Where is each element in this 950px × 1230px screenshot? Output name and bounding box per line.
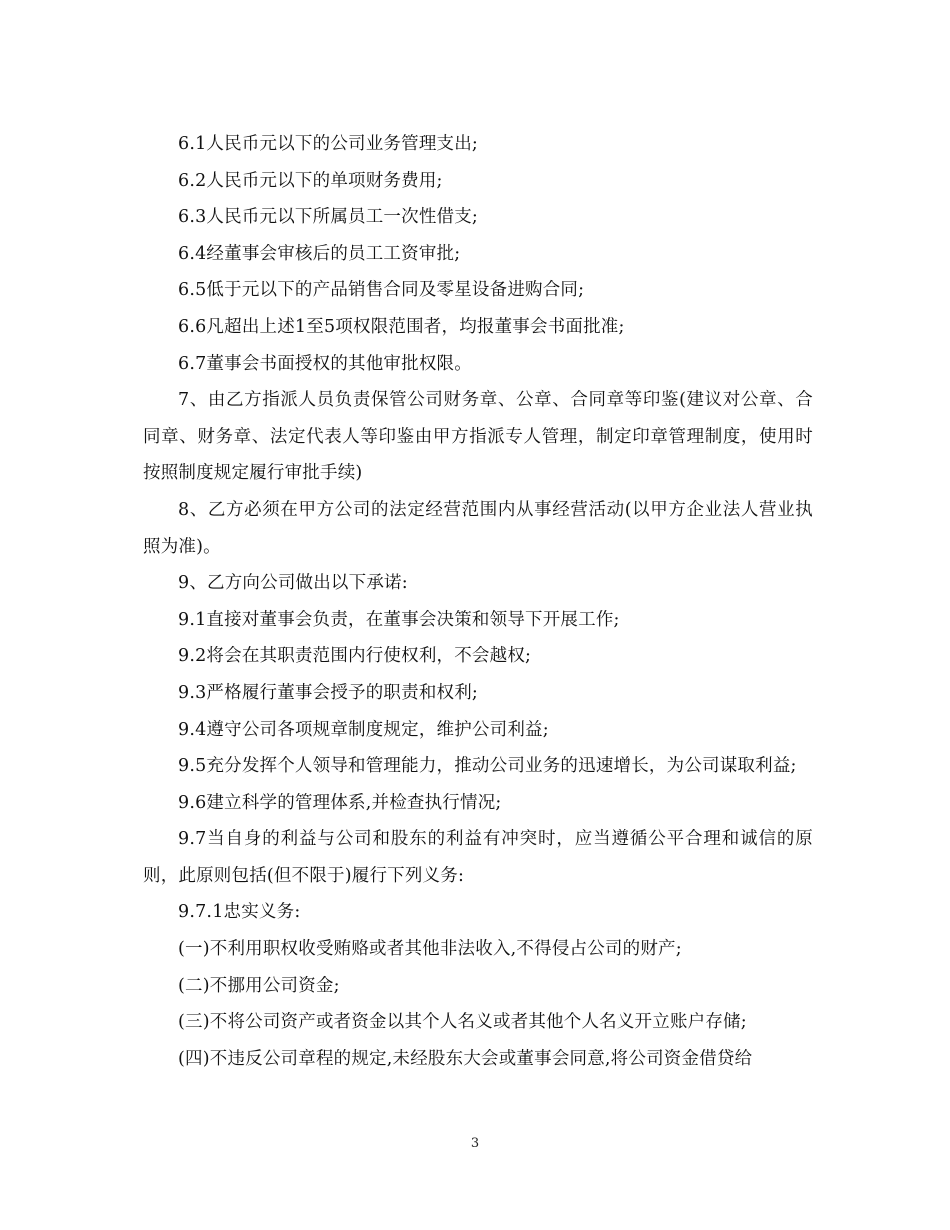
page-number: 3: [470, 1136, 480, 1151]
clause-9-3: 9.3严格履行董事会授予的职责和权利;: [178, 682, 479, 703]
duty-item-2: (二)不挪用公司资金;: [178, 975, 340, 996]
clause-9-5: 9.5充分发挥个人领导和管理能力，推动公司业务的迅速增长，为公司谋取利益;: [178, 756, 797, 777]
clause-6-4: 6.4经董事会审核后的员工工资审批;: [178, 243, 461, 264]
clause-6-5: 6.5低于元以下的产品销售合同及零星设备进购合同;: [178, 280, 585, 301]
clause-9-4: 9.4遵守公司各项规章制度规定，维护公司利益;: [178, 719, 549, 740]
clause-6-7: 6.7董事会书面授权的其他审批权限。: [178, 353, 472, 374]
clause-7: 7、由乙方指派人员负责保管公司财务章、公章、合同章等印鉴(建议对公章、合同章、财务章、法定代表人等印鉴由甲方指派专人管理，制定印章管理制度，使用时按照制度规定履行审批手续): [143, 390, 813, 484]
duty-item-4: (四)不违反公司章程的规定,未经股东大会或董事会同意,将公司资金借贷给: [178, 1048, 753, 1069]
clause-9-6: 9.6建立科学的管理体系,并检查执行情况;: [178, 792, 502, 813]
clause-6-3: 6.3人民币元以下所属员工一次性借支;: [178, 207, 479, 228]
duty-item-3: (三)不将公司资产或者资金以其个人名义或者其他个人名义开立账户存储;: [178, 1012, 747, 1033]
clause-9-2: 9.2将会在其职责范围内行使权利，不会越权;: [178, 646, 532, 667]
clause-8: 8、乙方必须在甲方公司的法定经营范围内从事经营活动(以甲方企业法人营业执照为准)。: [143, 499, 813, 557]
duty-item-1: (一)不利用职权收受贿赂或者其他非法收入,不得侵占公司的财产;: [178, 939, 682, 960]
clause-9: 9、乙方向公司做出以下承诺:: [178, 573, 408, 594]
clause-9-1: 9.1直接对董事会负责，在董事会决策和领导下开展工作;: [178, 609, 620, 630]
document-body: [143, 126, 813, 1077]
clause-6-2: 6.2人民币元以下的单项财务费用;: [178, 170, 443, 191]
clause-9-7-1: 9.7.1忠实义务:: [178, 902, 301, 923]
clause-6-6: 6.6凡超出上述1至5项权限范围者，均报董事会书面批准;: [178, 316, 625, 337]
clause-9-7: 9.7当自身的利益与公司和股东的利益有冲突时，应当遵循公平合理和诚信的原则，此原则包括(但不限于)履行下列义务:: [143, 829, 813, 886]
clause-6-1: 6.1人民币元以下的公司业务管理支出;: [178, 134, 479, 154]
